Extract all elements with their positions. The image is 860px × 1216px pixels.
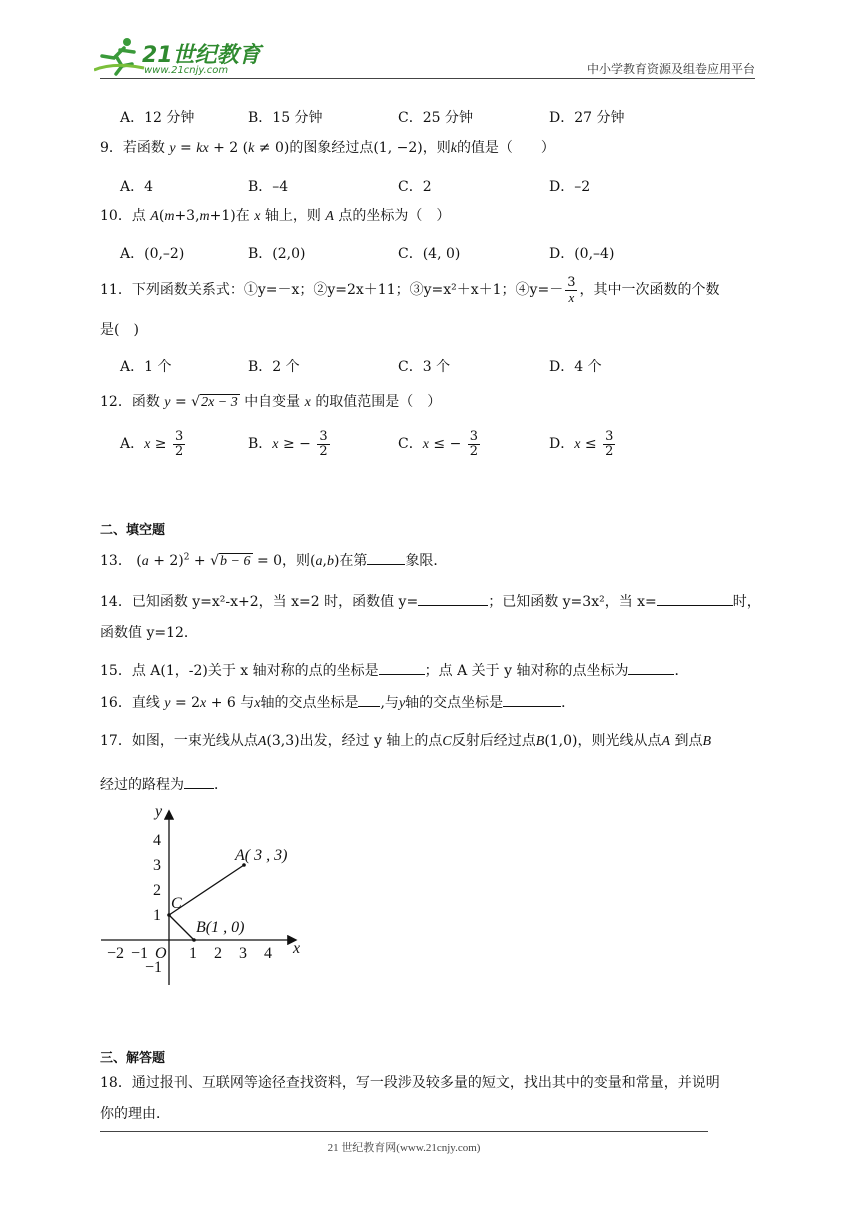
- q9-option-d: D．–2: [549, 179, 591, 195]
- question-17-line-1: 17．如图，一束光线从点A(3,3)出发，经过 y 轴上的点C反射后经过点B(1,0)，则光线从点A 到点B: [100, 733, 712, 749]
- q9-option-a: A．4: [120, 179, 154, 195]
- logo-url: www.21cnjy.com: [144, 65, 229, 76]
- question-14-line-2: 函数值 y=12．: [100, 625, 198, 641]
- y-tick-minus-1: −1: [145, 959, 163, 976]
- x-tick-4: 4: [264, 945, 272, 962]
- question-10: 10．点 A(m+3,m+1)在 x 轴上，则 A 点的坐标为（ ）: [100, 208, 451, 224]
- question-15: 15．点 A(1，-2)关于 x 轴对称的点的坐标是 ；点 A 关于 y 轴对称的点坐标为 ．: [100, 663, 689, 679]
- x-tick-2: 2: [214, 945, 222, 962]
- q11-option-c: C．3 个: [398, 359, 451, 375]
- x-tick-minus-1: −1: [131, 945, 149, 962]
- answer-blank[interactable]: [503, 694, 561, 707]
- q10-option-a: A．(0,–2): [120, 246, 185, 262]
- q10-option-b: B．(2,0): [248, 246, 306, 262]
- q11-option-a: A．1 个: [120, 359, 172, 375]
- answer-blank[interactable]: [628, 662, 674, 675]
- q8-option-c: C．25 分钟: [398, 110, 473, 126]
- y-tick-3: 3: [153, 857, 161, 874]
- label-b: B(1 , 0): [196, 919, 245, 936]
- platform-name: 中小学教育资源及组卷应用平台: [586, 62, 755, 76]
- q9-option-c: C．2: [398, 179, 432, 195]
- q11-option-b: B．2 个: [248, 359, 300, 375]
- x-tick-minus-2: −2: [107, 945, 125, 962]
- question-11-line-2: 是( ): [100, 322, 139, 338]
- footer-divider: [100, 1131, 708, 1132]
- answer-blank[interactable]: [379, 662, 425, 675]
- answer-blank[interactable]: [367, 552, 405, 565]
- question-12: 12．函数 y = √2x − 3 中自变量 x 的取值范围是（ ）: [100, 394, 442, 410]
- origin-label: O: [155, 945, 167, 962]
- logo-title: 21世纪教育: [142, 43, 261, 68]
- y-tick-4: 4: [153, 832, 161, 849]
- point-b: [192, 938, 196, 942]
- question-14-line-1: 14．已知函数 y=x²-x+2，当 x=2 时，函数值 y= ；已知函数 y=3x²，当 x= 时，: [100, 594, 761, 610]
- label-a: A( 3 , 3): [235, 847, 288, 864]
- header-divider: [100, 78, 755, 79]
- x-axis-label: x: [293, 940, 301, 957]
- q12-option-d: D．x ≤ $\frac{3}{2}$: [549, 429, 614, 459]
- answer-blank[interactable]: [657, 593, 733, 606]
- q8-option-b: B．15 分钟: [248, 110, 323, 126]
- y-tick-1: 1: [153, 907, 161, 924]
- logo: [94, 36, 274, 78]
- q11-option-d: D．4 个: [549, 359, 602, 375]
- question-18-line-2: 你的理由．: [100, 1106, 170, 1122]
- ray-c-to-b: [169, 915, 194, 940]
- q9-option-b: B．–4: [248, 179, 289, 195]
- q12-option-b: B．x ≥ − $\frac{3}{2}$: [248, 429, 328, 459]
- q10-option-d: D．(0,–4): [549, 246, 615, 262]
- coordinate-figure: [95, 800, 315, 990]
- q12-option-c: C．x ≤ − $\frac{3}{2}$: [398, 429, 479, 459]
- q10-option-c: C．(4, 0): [398, 246, 461, 262]
- label-c: C: [171, 895, 182, 912]
- q8-option-a: A．12 分钟: [120, 110, 195, 126]
- question-17-line-2: 经过的路程为 ．: [100, 777, 228, 793]
- y-axis-label: y: [155, 803, 163, 820]
- x-tick-1: 1: [189, 945, 197, 962]
- q12-option-a: A．x ≥ $\frac{3}{2}$: [120, 429, 184, 459]
- point-c: [167, 913, 171, 917]
- section-2-heading: 二、填空题: [100, 523, 166, 538]
- answer-blank[interactable]: [358, 694, 380, 707]
- answer-blank[interactable]: [184, 776, 214, 789]
- q8-option-d: D．27 分钟: [549, 110, 625, 126]
- x-tick-3: 3: [239, 945, 247, 962]
- y-tick-2: 2: [153, 882, 161, 899]
- question-9: 9．若函数 y = kx + 2 (k ≠ 0)的图象经过点(1, −2)，则k的值是（ ）: [100, 140, 555, 156]
- answer-blank[interactable]: [418, 593, 488, 606]
- question-13: 13． $(a + 2)^2 + √b - 6 = 0$，则(a,b)在第 象限．: [100, 552, 448, 569]
- question-18-line-1: 18．通过报刊、互联网等途径查找资料，写一段涉及较多量的短文，找出其中的变量和常量，并说明: [100, 1075, 720, 1091]
- question-11-line-1: 11．下列函数关系式：①y=－x；②y=2x＋11；③y=x²＋x＋1；④y=－ $\frac{3}{x}$ ，其中一次函数的个数: [100, 274, 720, 305]
- footer-text: 21 世纪教育网(www.21cnjy.com): [327, 1142, 481, 1154]
- section-3-heading: 三、解答题: [100, 1051, 166, 1066]
- question-16: 16．直线 y = 2x + 6 与x轴的交点坐标是 ,与y轴的交点坐标是 ．: [100, 695, 576, 711]
